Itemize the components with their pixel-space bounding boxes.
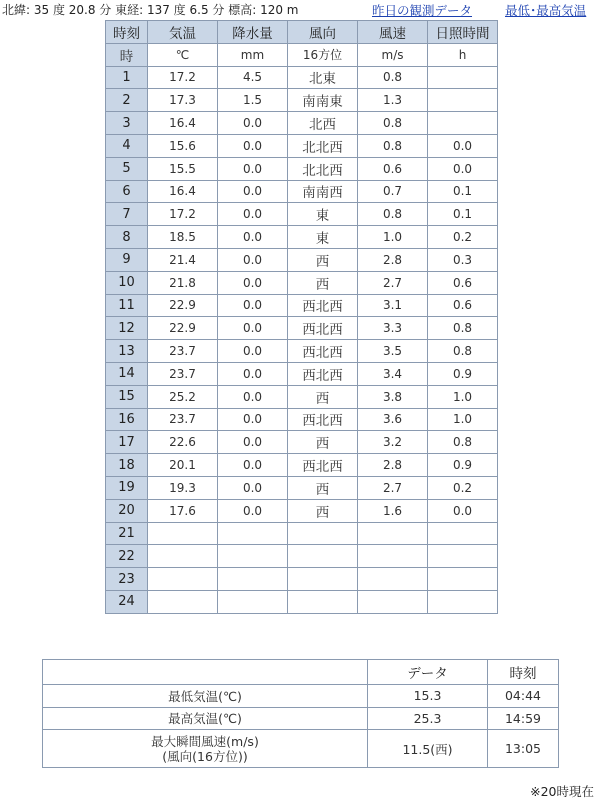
wind-speed-cell: 1.0 bbox=[358, 226, 428, 249]
temperature-cell bbox=[148, 545, 218, 568]
precipitation-cell: 4.5 bbox=[218, 66, 288, 89]
wind-direction-cell: 西北西 bbox=[288, 317, 358, 340]
wind-speed-cell: 3.1 bbox=[358, 294, 428, 317]
hour-row bbox=[106, 545, 498, 568]
hour-cell: 15 bbox=[106, 385, 148, 408]
precipitation-cell bbox=[218, 590, 288, 613]
as-of-note: ※20時現在 bbox=[530, 784, 594, 799]
precipitation-cell: 0.0 bbox=[218, 385, 288, 408]
sunshine-cell bbox=[428, 545, 498, 568]
col-header-temperature: 気温 bbox=[148, 21, 218, 44]
hour-cell: 21 bbox=[106, 522, 148, 545]
wind-direction-cell: 西 bbox=[288, 476, 358, 499]
wind-speed-cell: 2.8 bbox=[358, 454, 428, 477]
wind-speed-cell bbox=[358, 545, 428, 568]
precipitation-cell: 0.0 bbox=[218, 294, 288, 317]
unit-time: 時 bbox=[106, 43, 148, 66]
summary-header-row bbox=[43, 660, 559, 685]
summary-row-max-gust bbox=[43, 730, 559, 768]
precipitation-cell bbox=[218, 522, 288, 545]
temperature-cell: 22.9 bbox=[148, 294, 218, 317]
col-header-time: 時刻 bbox=[106, 21, 148, 44]
temperature-cell bbox=[148, 568, 218, 591]
precipitation-cell: 0.0 bbox=[218, 340, 288, 363]
col-header-sunshine: 日照時間 bbox=[428, 21, 498, 44]
summary-time: 13:05 bbox=[488, 730, 559, 768]
temperature-cell bbox=[148, 590, 218, 613]
precipitation-cell bbox=[218, 545, 288, 568]
wind-direction-cell: 西 bbox=[288, 248, 358, 271]
summary-header-blank bbox=[43, 660, 368, 685]
hour-cell: 11 bbox=[106, 294, 148, 317]
hour-cell: 10 bbox=[106, 271, 148, 294]
sunshine-cell bbox=[428, 66, 498, 89]
hour-row bbox=[106, 340, 498, 363]
sunshine-cell: 0.6 bbox=[428, 271, 498, 294]
wind-speed-cell: 0.7 bbox=[358, 180, 428, 203]
precipitation-cell: 0.0 bbox=[218, 499, 288, 522]
temperature-cell: 17.2 bbox=[148, 203, 218, 226]
temperature-cell: 18.5 bbox=[148, 226, 218, 249]
wind-speed-cell: 0.8 bbox=[358, 66, 428, 89]
temperature-cell: 23.7 bbox=[148, 340, 218, 363]
sunshine-cell: 0.9 bbox=[428, 454, 498, 477]
precipitation-cell: 0.0 bbox=[218, 454, 288, 477]
summary-label-line1: 最大瞬間風速(m/s) bbox=[151, 733, 259, 749]
sunshine-cell: 0.0 bbox=[428, 134, 498, 157]
temperature-cell: 17.6 bbox=[148, 499, 218, 522]
precipitation-cell: 0.0 bbox=[218, 271, 288, 294]
wind-speed-cell: 3.3 bbox=[358, 317, 428, 340]
wind-speed-cell: 3.4 bbox=[358, 362, 428, 385]
station-coordinates: 北緯: 35 度 20.8 分 東経: 137 度 6.5 分 標高: 120 m bbox=[2, 3, 299, 17]
wind-speed-cell: 3.8 bbox=[358, 385, 428, 408]
hour-cell: 19 bbox=[106, 476, 148, 499]
temperature-cell: 15.5 bbox=[148, 157, 218, 180]
summary-time: 14:59 bbox=[488, 707, 559, 730]
wind-direction-cell: 西北西 bbox=[288, 362, 358, 385]
hour-row bbox=[106, 294, 498, 317]
wind-direction-cell: 北東 bbox=[288, 66, 358, 89]
sunshine-cell: 0.6 bbox=[428, 294, 498, 317]
hour-cell: 14 bbox=[106, 362, 148, 385]
sunshine-cell: 0.2 bbox=[428, 226, 498, 249]
hour-cell: 6 bbox=[106, 180, 148, 203]
wind-speed-cell: 0.8 bbox=[358, 134, 428, 157]
sunshine-cell: 0.1 bbox=[428, 180, 498, 203]
wind-speed-cell: 0.8 bbox=[358, 203, 428, 226]
wind-direction-cell: 西北西 bbox=[288, 340, 358, 363]
wind-speed-cell bbox=[358, 522, 428, 545]
sunshine-cell: 0.0 bbox=[428, 499, 498, 522]
hour-row bbox=[106, 476, 498, 499]
wind-direction-cell bbox=[288, 522, 358, 545]
sunshine-cell: 0.8 bbox=[428, 340, 498, 363]
hour-row bbox=[106, 248, 498, 271]
temperature-cell bbox=[148, 522, 218, 545]
wind-speed-cell: 1.3 bbox=[358, 89, 428, 112]
precipitation-cell: 0.0 bbox=[218, 362, 288, 385]
summary-value: 11.5(西) bbox=[368, 730, 488, 768]
summary-col-data: データ bbox=[368, 660, 488, 685]
summary-label-line2: (風向(16方位)) bbox=[162, 748, 248, 764]
hour-row bbox=[106, 134, 498, 157]
wind-speed-cell bbox=[358, 568, 428, 591]
hour-row bbox=[106, 568, 498, 591]
unit-precipitation: mm bbox=[218, 43, 288, 66]
wind-speed-cell: 2.7 bbox=[358, 271, 428, 294]
hour-row bbox=[106, 317, 498, 340]
unit-sunshine: h bbox=[428, 43, 498, 66]
wind-direction-cell: 西 bbox=[288, 271, 358, 294]
sunshine-cell: 0.3 bbox=[428, 248, 498, 271]
hour-cell: 16 bbox=[106, 408, 148, 431]
hour-row bbox=[106, 180, 498, 203]
sunshine-cell bbox=[428, 112, 498, 135]
hour-row bbox=[106, 271, 498, 294]
unit-row bbox=[106, 43, 498, 66]
summary-value: 15.3 bbox=[368, 685, 488, 708]
temperature-cell: 17.3 bbox=[148, 89, 218, 112]
precipitation-cell: 0.0 bbox=[218, 134, 288, 157]
wind-direction-cell: 西 bbox=[288, 499, 358, 522]
wind-direction-cell: 西北西 bbox=[288, 294, 358, 317]
wind-direction-cell bbox=[288, 568, 358, 591]
precipitation-cell: 0.0 bbox=[218, 226, 288, 249]
summary-time: 04:44 bbox=[488, 685, 559, 708]
hour-row bbox=[106, 157, 498, 180]
unit-wind-direction: 16方位 bbox=[288, 43, 358, 66]
precipitation-cell: 1.5 bbox=[218, 89, 288, 112]
hour-cell: 9 bbox=[106, 248, 148, 271]
summary-value: 25.3 bbox=[368, 707, 488, 730]
wind-speed-cell: 3.6 bbox=[358, 408, 428, 431]
precipitation-cell bbox=[218, 568, 288, 591]
hour-cell: 24 bbox=[106, 590, 148, 613]
hour-row bbox=[106, 66, 498, 89]
hour-cell: 3 bbox=[106, 112, 148, 135]
temperature-cell: 23.7 bbox=[148, 362, 218, 385]
hour-row bbox=[106, 385, 498, 408]
wind-speed-cell: 2.8 bbox=[358, 248, 428, 271]
sunshine-cell bbox=[428, 89, 498, 112]
hourly-observation-table bbox=[105, 20, 498, 614]
summary-col-time: 時刻 bbox=[488, 660, 559, 685]
temperature-cell: 15.6 bbox=[148, 134, 218, 157]
hour-row bbox=[106, 454, 498, 477]
temperature-cell: 22.9 bbox=[148, 317, 218, 340]
top-bar bbox=[0, 0, 600, 18]
precipitation-cell: 0.0 bbox=[218, 317, 288, 340]
hour-row bbox=[106, 362, 498, 385]
wind-direction-cell: 南南西 bbox=[288, 180, 358, 203]
wind-direction-cell: 東 bbox=[288, 226, 358, 249]
summary-label: 最低気温(℃) bbox=[43, 685, 368, 708]
hour-row bbox=[106, 203, 498, 226]
precipitation-cell: 0.0 bbox=[218, 157, 288, 180]
sunshine-cell: 0.9 bbox=[428, 362, 498, 385]
wind-direction-cell: 西 bbox=[288, 431, 358, 454]
temperature-cell: 17.2 bbox=[148, 66, 218, 89]
temperature-cell: 19.3 bbox=[148, 476, 218, 499]
temperature-cell: 21.8 bbox=[148, 271, 218, 294]
daily-summary-table bbox=[42, 659, 559, 768]
temperature-cell: 16.4 bbox=[148, 112, 218, 135]
hour-cell: 4 bbox=[106, 134, 148, 157]
wind-direction-cell: 南南東 bbox=[288, 89, 358, 112]
hour-cell: 13 bbox=[106, 340, 148, 363]
wind-speed-cell: 3.2 bbox=[358, 431, 428, 454]
hour-row bbox=[106, 499, 498, 522]
hour-row bbox=[106, 431, 498, 454]
sunshine-cell: 0.1 bbox=[428, 203, 498, 226]
wind-direction-cell: 北北西 bbox=[288, 134, 358, 157]
wind-speed-cell: 0.6 bbox=[358, 157, 428, 180]
hour-cell: 18 bbox=[106, 454, 148, 477]
hour-row bbox=[106, 408, 498, 431]
sunshine-cell: 1.0 bbox=[428, 408, 498, 431]
sunshine-cell bbox=[428, 590, 498, 613]
col-header-wind-direction: 風向 bbox=[288, 21, 358, 44]
wind-direction-cell: 北北西 bbox=[288, 157, 358, 180]
sunshine-cell: 0.8 bbox=[428, 431, 498, 454]
hour-cell: 12 bbox=[106, 317, 148, 340]
temperature-cell: 25.2 bbox=[148, 385, 218, 408]
wind-direction-cell bbox=[288, 590, 358, 613]
header-row bbox=[106, 21, 498, 44]
hour-cell: 8 bbox=[106, 226, 148, 249]
temperature-cell: 22.6 bbox=[148, 431, 218, 454]
summary-label: 最高気温(℃) bbox=[43, 707, 368, 730]
sunshine-cell: 1.0 bbox=[428, 385, 498, 408]
wind-speed-cell: 3.5 bbox=[358, 340, 428, 363]
temperature-cell: 21.4 bbox=[148, 248, 218, 271]
temperature-cell: 23.7 bbox=[148, 408, 218, 431]
wind-direction-cell: 西北西 bbox=[288, 454, 358, 477]
hour-row bbox=[106, 226, 498, 249]
precipitation-cell: 0.0 bbox=[218, 180, 288, 203]
hour-cell: 5 bbox=[106, 157, 148, 180]
temperature-cell: 16.4 bbox=[148, 180, 218, 203]
hour-cell: 7 bbox=[106, 203, 148, 226]
hour-row bbox=[106, 89, 498, 112]
sunshine-cell: 0.8 bbox=[428, 317, 498, 340]
sunshine-cell: 0.2 bbox=[428, 476, 498, 499]
sunshine-cell bbox=[428, 522, 498, 545]
precipitation-cell: 0.0 bbox=[218, 476, 288, 499]
hour-row bbox=[106, 590, 498, 613]
summary-label bbox=[43, 730, 368, 768]
col-header-wind-speed: 風速 bbox=[358, 21, 428, 44]
hour-cell: 20 bbox=[106, 499, 148, 522]
wind-direction-cell: 北西 bbox=[288, 112, 358, 135]
hour-cell: 2 bbox=[106, 89, 148, 112]
wind-speed-cell: 0.8 bbox=[358, 112, 428, 135]
hour-cell: 23 bbox=[106, 568, 148, 591]
wind-direction-cell: 西 bbox=[288, 385, 358, 408]
wind-direction-cell: 東 bbox=[288, 203, 358, 226]
sunshine-cell: 0.0 bbox=[428, 157, 498, 180]
wind-direction-cell bbox=[288, 545, 358, 568]
hour-row bbox=[106, 112, 498, 135]
precipitation-cell: 0.0 bbox=[218, 408, 288, 431]
yesterday-data-link[interactable]: 昨日の観測データ bbox=[372, 3, 473, 18]
min-max-temperature-link[interactable]: 最低･最高気温 bbox=[505, 3, 587, 18]
col-header-precipitation: 降水量 bbox=[218, 21, 288, 44]
sunshine-cell bbox=[428, 568, 498, 591]
precipitation-cell: 0.0 bbox=[218, 248, 288, 271]
precipitation-cell: 0.0 bbox=[218, 431, 288, 454]
wind-speed-cell: 1.6 bbox=[358, 499, 428, 522]
unit-wind-speed: m/s bbox=[358, 43, 428, 66]
temperature-cell: 20.1 bbox=[148, 454, 218, 477]
wind-speed-cell bbox=[358, 590, 428, 613]
summary-row-max-temp bbox=[43, 707, 559, 730]
hour-cell: 17 bbox=[106, 431, 148, 454]
wind-speed-cell: 2.7 bbox=[358, 476, 428, 499]
hour-cell: 22 bbox=[106, 545, 148, 568]
hour-cell: 1 bbox=[106, 66, 148, 89]
unit-temperature: ℃ bbox=[148, 43, 218, 66]
wind-direction-cell: 西北西 bbox=[288, 408, 358, 431]
summary-row-min-temp bbox=[43, 685, 559, 708]
precipitation-cell: 0.0 bbox=[218, 112, 288, 135]
hour-row bbox=[106, 522, 498, 545]
precipitation-cell: 0.0 bbox=[218, 203, 288, 226]
